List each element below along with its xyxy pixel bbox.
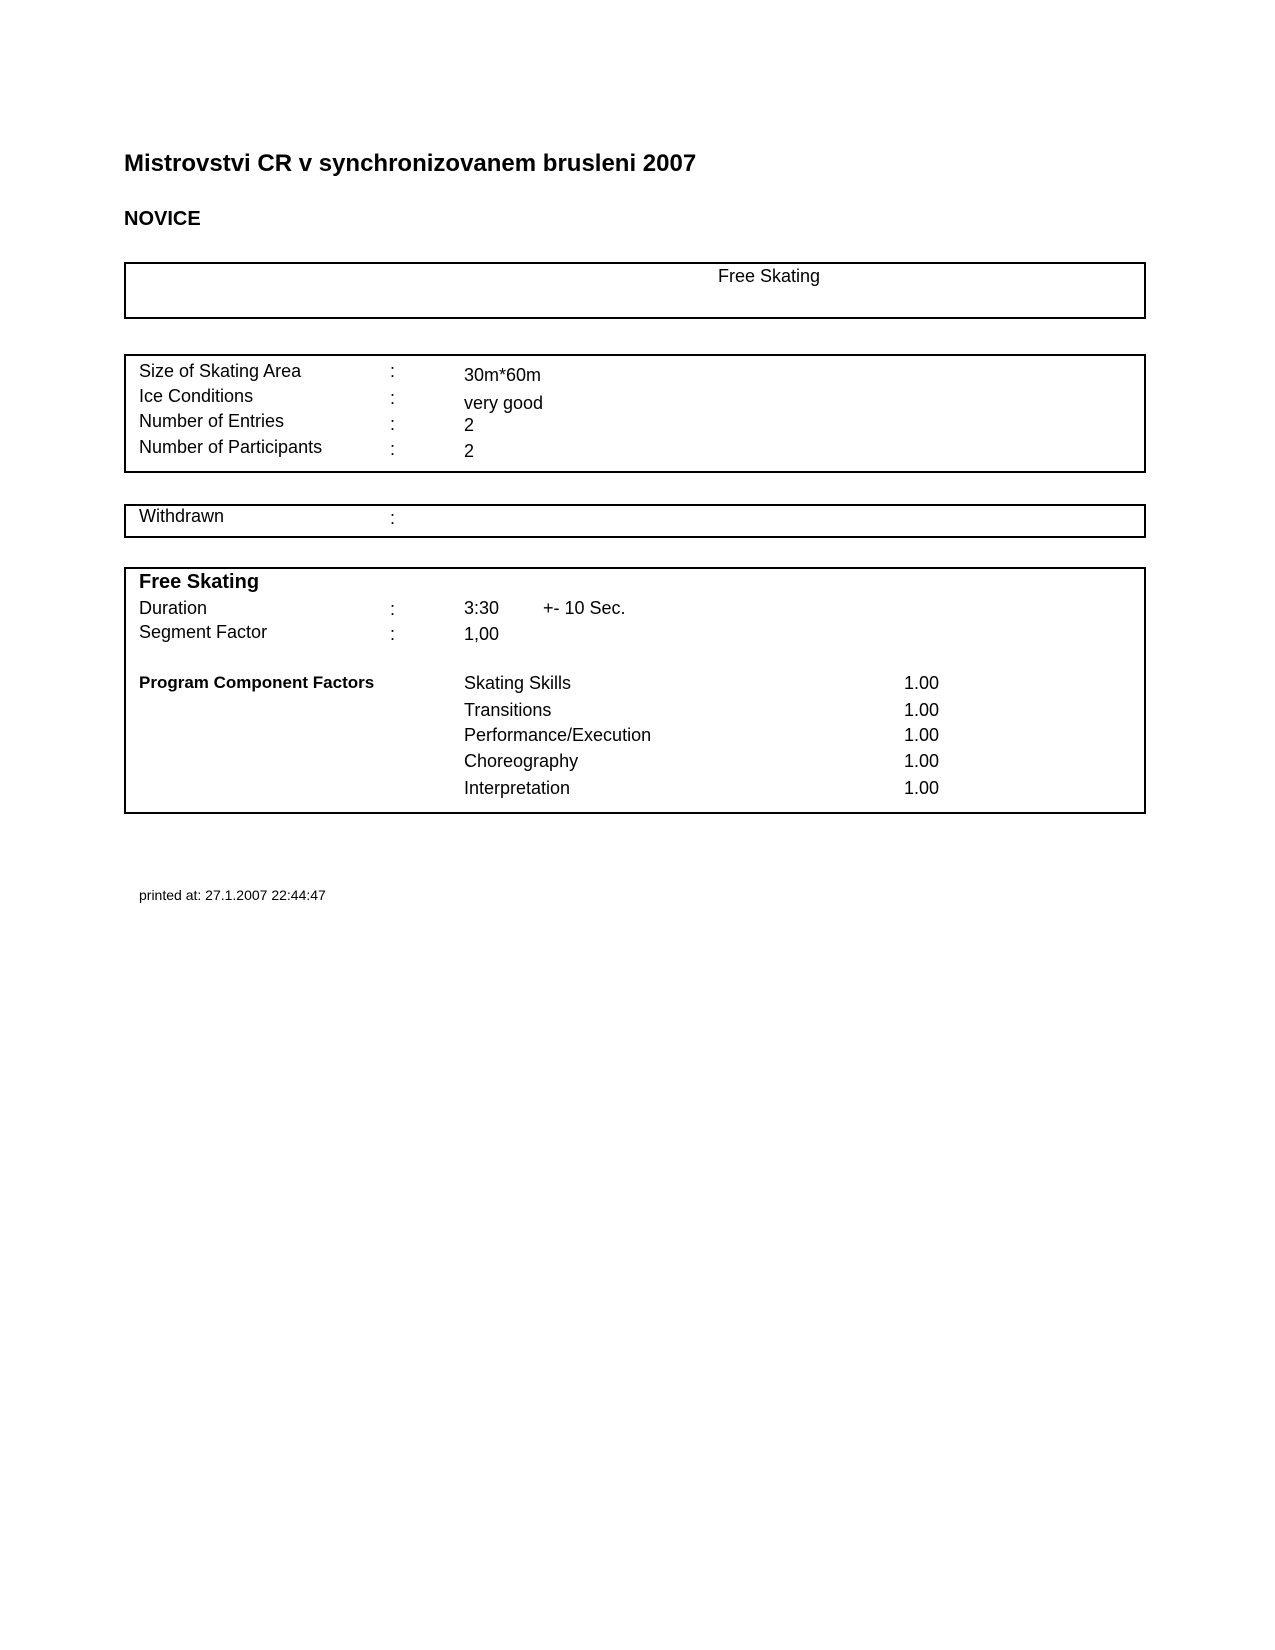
printed-timestamp: printed at: 27.1.2007 22:44:47 [139,887,326,903]
info-separator: : [390,361,396,381]
segment-title: Free Skating [139,571,260,593]
info-label: Ice Conditions [139,386,254,406]
duration-value: 3:30 [464,598,500,618]
segment-factor-value: 1,00 [464,624,500,644]
component-name: Transitions [464,700,552,720]
component-name: Interpretation [464,778,571,798]
withdrawn-label: Withdrawn [139,506,225,526]
component-factor: 1.00 [904,673,940,693]
withdrawn-separator: : [390,508,396,528]
info-separator: : [390,439,396,459]
info-label: Number of Participants [139,437,323,457]
info-separator: : [390,414,396,434]
category-heading: NOVICE [124,208,201,230]
component-factor: 1.00 [904,725,940,745]
segment-factor-separator: : [390,624,396,644]
component-name: Choreography [464,751,579,771]
component-factor: 1.00 [904,700,940,720]
duration-label: Duration [139,598,208,618]
info-label: Number of Entries [139,411,285,431]
info-value: 30m*60m [464,365,542,385]
segment-factor-label: Segment Factor [139,622,268,642]
component-factor: 1.00 [904,778,940,798]
segment-header-box [124,262,1146,319]
component-factor: 1.00 [904,751,940,771]
info-separator: : [390,388,396,408]
pcf-label: Program Component Factors [139,673,375,692]
segment-header-label: Free Skating [718,266,821,286]
info-value: 2 [464,415,475,435]
duration-separator: : [390,599,396,619]
document-title: Mistrovstvi CR v synchronizovanem brusleni 2007 [124,150,697,177]
info-label: Size of Skating Area [139,361,302,381]
duration-tolerance: +- 10 Sec. [543,598,626,618]
withdrawn-box [124,504,1146,538]
component-name: Skating Skills [464,673,572,693]
info-value: very good [464,393,544,413]
component-name: Performance/Execution [464,725,652,745]
info-value: 2 [464,441,475,461]
